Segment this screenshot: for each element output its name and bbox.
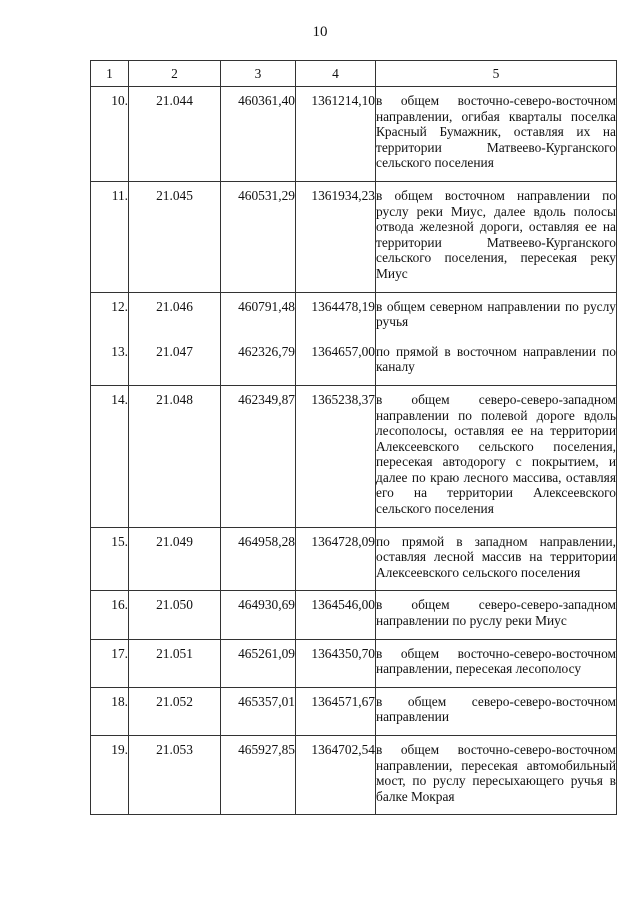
coord-x: 460531,29 (221, 181, 296, 292)
table-row (91, 385, 617, 527)
coord-y: 1364702,54 (296, 736, 376, 815)
point-code: 21.046 (129, 292, 221, 336)
row-number: 14. (91, 385, 129, 527)
header-col-5: 5 (376, 61, 617, 87)
point-code: 21.044 (129, 87, 221, 182)
row-number: 11. (91, 181, 129, 292)
coord-x: 465927,85 (221, 736, 296, 815)
header-col-2: 2 (129, 61, 221, 87)
point-code: 21.051 (129, 639, 221, 687)
coord-y: 1364728,09 (296, 527, 376, 591)
coord-y: 1364546,00 (296, 591, 376, 639)
table-row (91, 639, 617, 687)
row-number: 16. (91, 591, 129, 639)
coord-x: 462326,79 (221, 336, 296, 386)
point-code: 21.053 (129, 736, 221, 815)
point-code: 21.045 (129, 181, 221, 292)
coord-x: 464958,28 (221, 527, 296, 591)
page-number: 10 (312, 24, 328, 40)
table-row (91, 292, 617, 336)
coord-x: 460361,40 (221, 87, 296, 182)
boundary-description: в общем северном направлении по руслу ручья (376, 292, 617, 336)
boundary-description: в общем восточно-северо-восточном направлении, огибая кварталы поселка Красный Бумажник, оставляя их на территории Матвеево-Курганского сельского поселения (376, 87, 617, 182)
coord-x: 462349,87 (221, 385, 296, 527)
table-row (91, 181, 617, 292)
boundary-description: в общем восточно-северо-восточном направлении, пересекая автомобильный мост, по руслу пересыхающего ручья в балке Мокрая (376, 736, 617, 815)
point-code: 21.048 (129, 385, 221, 527)
coord-y: 1365238,37 (296, 385, 376, 527)
table-row (91, 527, 617, 591)
header-col-4: 4 (296, 61, 376, 87)
point-code: 21.052 (129, 687, 221, 735)
row-number: 18. (91, 687, 129, 735)
boundary-description: в общем восточно-северо-восточном направлении, пересекая лесополосу (376, 639, 617, 687)
boundary-description: по прямой в западном направлении, оставляя лесной массив на территории Алексеевского сельского поселения (376, 527, 617, 591)
coord-x: 465261,09 (221, 639, 296, 687)
boundary-description: в общем северо-северо-западном направлении по полевой дороге вдоль лесополосы, оставляя ее на территории Алексеевского сельского поселения, пересекая автодорогу с покрытием, и далее по краю лесного массива, оставляя его на территории Алексеевского сельского поселения (376, 385, 617, 527)
table-header-row (91, 61, 617, 87)
row-number: 15. (91, 527, 129, 591)
coord-x: 465357,01 (221, 687, 296, 735)
coord-y: 1364571,67 (296, 687, 376, 735)
header-col-3: 3 (221, 61, 296, 87)
row-number: 10. (91, 87, 129, 182)
boundary-description: в общем северо-северо-западном направлении по руслу реки Миус (376, 591, 617, 639)
table-row (91, 87, 617, 182)
coord-x: 460791,48 (221, 292, 296, 336)
coord-y: 1364350,70 (296, 639, 376, 687)
point-code: 21.047 (129, 336, 221, 386)
boundary-description: в общем восточном направлении по руслу реки Миус, далее вдоль полосы отвода железной дороги, оставляя ее на территории Матвеево-Курганского сельского поселения, пересекая реку Миус (376, 181, 617, 292)
row-number: 17. (91, 639, 129, 687)
table-row (91, 591, 617, 639)
table-row (91, 336, 617, 386)
row-number: 12. (91, 292, 129, 336)
coord-x: 464930,69 (221, 591, 296, 639)
boundary-points-table (90, 60, 617, 815)
point-code: 21.049 (129, 527, 221, 591)
header-col-1: 1 (91, 61, 129, 87)
boundary-description: в общем северо-северо-восточном направлении (376, 687, 617, 735)
row-number: 13. (91, 336, 129, 386)
boundary-description: по прямой в восточном направлении по каналу (376, 336, 617, 386)
point-code: 21.050 (129, 591, 221, 639)
coord-y: 1361214,10 (296, 87, 376, 182)
table-row (91, 687, 617, 735)
coord-y: 1361934,23 (296, 181, 376, 292)
row-number: 19. (91, 736, 129, 815)
coord-y: 1364478,19 (296, 292, 376, 336)
coord-y: 1364657,00 (296, 336, 376, 386)
table-row (91, 736, 617, 815)
